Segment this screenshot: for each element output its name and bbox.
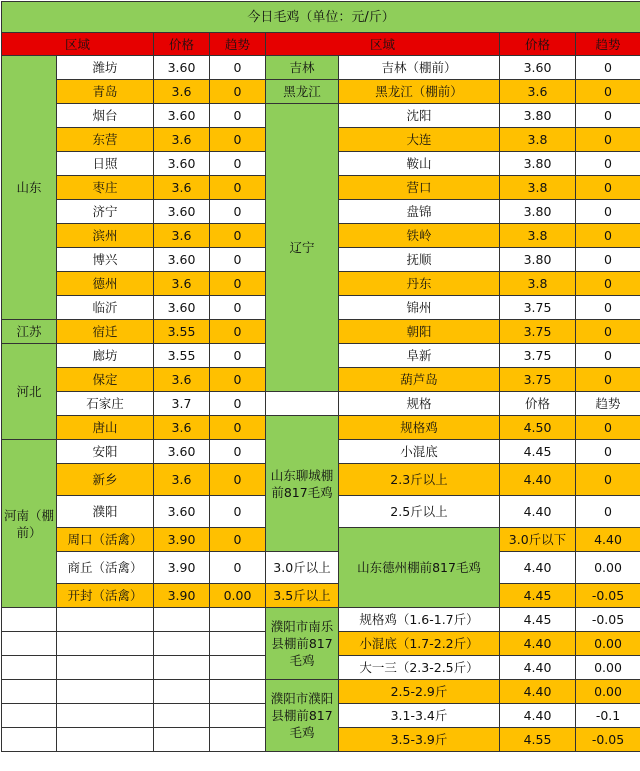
trend-cell: 0	[576, 176, 640, 200]
price-cell: 4.40	[500, 632, 576, 656]
spec-cell: 2.3斤以上	[339, 464, 500, 496]
spec-cell: 规格鸡（1.6-1.7斤）	[339, 608, 500, 632]
group-puyang: 濮阳市濮阳县棚前817毛鸡	[266, 680, 339, 752]
spec-cell: 规格鸡	[339, 416, 500, 440]
header-trend-left: 趋势	[210, 33, 266, 56]
trend-cell: 0	[210, 56, 266, 80]
price-cell: 4.55	[500, 728, 576, 752]
empty-cell	[154, 656, 210, 680]
price-cell: 3.75	[500, 344, 576, 368]
price-cell: 3.75	[500, 320, 576, 344]
empty-cell	[154, 608, 210, 632]
spec-cell: 3.5斤以上	[266, 584, 339, 608]
city-cell: 吉林（棚前）	[339, 56, 500, 80]
price-cell: 3.55	[154, 344, 210, 368]
city-cell: 博兴	[57, 248, 154, 272]
city-cell: 鞍山	[339, 152, 500, 176]
trend-cell: 0	[576, 320, 640, 344]
trend-cell: 0.00	[210, 584, 266, 608]
price-cell: 4.40	[500, 496, 576, 528]
trend-cell: 0	[210, 392, 266, 416]
trend-cell: 0	[576, 128, 640, 152]
empty-cell	[210, 704, 266, 728]
trend-cell: 0	[576, 272, 640, 296]
city-cell: 铁岭	[339, 224, 500, 248]
city-cell: 石家庄	[57, 392, 154, 416]
trend-cell: 0	[210, 104, 266, 128]
price-cell: 3.60	[154, 496, 210, 528]
price-cell: 3.55	[154, 320, 210, 344]
trend-cell: 0	[210, 200, 266, 224]
trend-cell: 0	[576, 496, 640, 528]
city-cell: 黑龙江（棚前）	[339, 80, 500, 104]
trend-cell: 0	[210, 528, 266, 552]
price-cell: 3.6	[154, 464, 210, 496]
city-cell: 济宁	[57, 200, 154, 224]
trend-cell: 0.00	[576, 680, 640, 704]
trend-cell: 0	[576, 344, 640, 368]
price-cell: 3.60	[154, 104, 210, 128]
trend-cell: 0	[576, 56, 640, 80]
price-cell: 3.60	[154, 152, 210, 176]
city-cell: 枣庄	[57, 176, 154, 200]
trend-cell: 0	[210, 296, 266, 320]
empty-cell	[2, 632, 57, 656]
spec-cell: 3.1-3.4斤	[339, 704, 500, 728]
price-cell: 3.6	[154, 272, 210, 296]
price-cell: 3.80	[500, 152, 576, 176]
price-cell: 4.45	[500, 440, 576, 464]
price-cell: 4.45	[500, 584, 576, 608]
price-cell: 4.40	[500, 656, 576, 680]
price-cell: 3.60	[500, 56, 576, 80]
trend-cell: 0.00	[576, 552, 640, 584]
price-cell: 3.8	[500, 128, 576, 152]
price-cell: 4.45	[500, 608, 576, 632]
trend-cell: 0	[576, 416, 640, 440]
price-cell: 3.8	[500, 272, 576, 296]
trend-cell: -0.05	[576, 584, 640, 608]
empty-cell	[57, 704, 154, 728]
table-row	[2, 80, 640, 104]
header-region-left: 区域	[2, 33, 154, 56]
group-dezhou: 山东德州棚前817毛鸡	[339, 528, 500, 608]
price-cell: 3.60	[154, 200, 210, 224]
trend-cell: 0	[210, 368, 266, 392]
table-row	[2, 104, 640, 128]
price-cell: 3.6	[154, 224, 210, 248]
table-row	[2, 56, 640, 80]
empty-cell	[210, 632, 266, 656]
header-price-right: 价格	[500, 33, 576, 56]
price-cell: 3.90	[154, 584, 210, 608]
city-cell: 锦州	[339, 296, 500, 320]
trend-cell: 0	[576, 296, 640, 320]
city-cell: 青岛	[57, 80, 154, 104]
trend-cell: 0	[210, 416, 266, 440]
empty-cell	[2, 728, 57, 752]
header-spec-price: 价格	[500, 392, 576, 416]
empty-cell	[2, 656, 57, 680]
spec-cell: 2.5-2.9斤	[339, 680, 500, 704]
city-cell: 开封（活禽）	[57, 584, 154, 608]
price-cell: 3.6	[154, 128, 210, 152]
trend-cell: 0	[210, 320, 266, 344]
header-region-right: 区域	[266, 33, 500, 56]
group-liaocheng: 山东聊城棚前817毛鸡	[266, 416, 339, 552]
group-hebei: 河北	[2, 344, 57, 440]
empty-cell	[154, 680, 210, 704]
spec-header-blank	[266, 392, 339, 416]
trend-cell: 0	[210, 464, 266, 496]
spec-cell: 3.0斤以上	[266, 552, 339, 584]
city-cell: 抚顺	[339, 248, 500, 272]
group-nanle: 濮阳市南乐县棚前817毛鸡	[266, 608, 339, 680]
table-row	[2, 608, 640, 632]
price-cell: 3.60	[154, 56, 210, 80]
price-cell: 3.80	[500, 200, 576, 224]
trend-cell: -0.1	[576, 704, 640, 728]
price-cell: 4.40	[500, 704, 576, 728]
group-shandong: 山东	[2, 56, 57, 320]
trend-cell: 0	[576, 200, 640, 224]
empty-cell	[57, 656, 154, 680]
city-cell: 葫芦岛	[339, 368, 500, 392]
price-cell: 4.40	[500, 680, 576, 704]
city-cell: 盘锦	[339, 200, 500, 224]
trend-cell: 0	[576, 440, 640, 464]
city-cell: 潍坊	[57, 56, 154, 80]
trend-cell: 0	[210, 224, 266, 248]
city-cell: 沈阳	[339, 104, 500, 128]
header-spec: 规格	[339, 392, 500, 416]
trend-cell: -0.05	[576, 728, 640, 752]
price-cell: 3.75	[500, 368, 576, 392]
table-row	[2, 416, 640, 440]
price-cell: 3.6	[500, 80, 576, 104]
spec-cell: 小混底（1.7-2.2斤）	[339, 632, 500, 656]
price-cell: 4.50	[500, 416, 576, 440]
trend-cell: 0	[576, 104, 640, 128]
city-cell: 德州	[57, 272, 154, 296]
group-jiangsu: 江苏	[2, 320, 57, 344]
empty-cell	[57, 728, 154, 752]
empty-cell	[57, 680, 154, 704]
city-cell: 日照	[57, 152, 154, 176]
table-row	[2, 680, 640, 704]
trend-cell: 0	[576, 368, 640, 392]
price-cell: 4.40	[500, 552, 576, 584]
table-row	[2, 392, 640, 416]
city-cell: 朝阳	[339, 320, 500, 344]
trend-cell: 0	[576, 152, 640, 176]
trend-cell: 0	[210, 344, 266, 368]
trend-cell: 0	[210, 552, 266, 584]
trend-cell: 0	[210, 80, 266, 104]
price-cell: 4.40	[500, 464, 576, 496]
spec-cell: 3.5-3.9斤	[339, 728, 500, 752]
price-cell: 3.60	[154, 248, 210, 272]
price-cell: 3.8	[500, 224, 576, 248]
city-cell: 宿迁	[57, 320, 154, 344]
price-cell: 3.90	[154, 552, 210, 584]
trend-cell: 0	[576, 248, 640, 272]
city-cell: 周口（活禽）	[57, 528, 154, 552]
empty-cell	[210, 680, 266, 704]
header-trend-right: 趋势	[576, 33, 640, 56]
empty-cell	[57, 632, 154, 656]
table-row	[2, 552, 640, 584]
empty-cell	[154, 632, 210, 656]
city-cell: 唐山	[57, 416, 154, 440]
group-heilongjiang: 黑龙江	[266, 80, 339, 104]
city-cell: 大连	[339, 128, 500, 152]
empty-cell	[2, 608, 57, 632]
group-jilin: 吉林	[266, 56, 339, 80]
empty-cell	[57, 608, 154, 632]
price-cell: 3.6	[154, 368, 210, 392]
trend-cell: 0	[576, 80, 640, 104]
price-cell: 3.8	[500, 176, 576, 200]
trend-cell: 0	[210, 128, 266, 152]
city-cell: 濮阳	[57, 496, 154, 528]
city-cell: 新乡	[57, 464, 154, 496]
city-cell: 商丘（活禽）	[57, 552, 154, 584]
city-cell: 阜新	[339, 344, 500, 368]
empty-cell	[210, 608, 266, 632]
empty-cell	[154, 704, 210, 728]
table-title: 今日毛鸡（单位：元/斤）	[2, 2, 640, 33]
empty-cell	[210, 728, 266, 752]
trend-cell: 0	[210, 440, 266, 464]
city-cell: 安阳	[57, 440, 154, 464]
trend-cell: 0.00	[576, 656, 640, 680]
price-cell: 3.6	[154, 176, 210, 200]
spec-cell: 3.0斤以下	[500, 528, 576, 552]
trend-cell: 0	[576, 224, 640, 248]
empty-cell	[2, 680, 57, 704]
trend-cell: 0	[576, 464, 640, 496]
group-henan: 河南（棚前）	[2, 440, 57, 608]
price-cell: 3.80	[500, 104, 576, 128]
empty-cell	[210, 656, 266, 680]
city-cell: 临沂	[57, 296, 154, 320]
header-spec-trend: 趋势	[576, 392, 640, 416]
city-cell: 烟台	[57, 104, 154, 128]
header-row	[2, 33, 640, 56]
trend-cell: 0.00	[576, 632, 640, 656]
trend-cell: 0	[210, 496, 266, 528]
price-cell: 4.40	[576, 528, 640, 552]
group-liaoning: 辽宁	[266, 104, 339, 392]
trend-cell: 0	[210, 176, 266, 200]
city-cell: 保定	[57, 368, 154, 392]
price-table	[1, 1, 640, 752]
price-cell: 3.90	[154, 528, 210, 552]
trend-cell: -0.05	[576, 608, 640, 632]
table-row	[2, 584, 640, 608]
price-cell: 3.80	[500, 248, 576, 272]
price-cell: 3.60	[154, 440, 210, 464]
price-cell: 3.6	[154, 416, 210, 440]
price-cell: 3.6	[154, 80, 210, 104]
trend-cell: 0	[210, 272, 266, 296]
empty-cell	[2, 704, 57, 728]
city-cell: 营口	[339, 176, 500, 200]
city-cell: 滨州	[57, 224, 154, 248]
city-cell: 东营	[57, 128, 154, 152]
trend-cell: 0	[210, 152, 266, 176]
price-cell: 3.60	[154, 296, 210, 320]
city-cell: 廊坊	[57, 344, 154, 368]
price-cell: 3.7	[154, 392, 210, 416]
spec-cell: 大一三（2.3-2.5斤）	[339, 656, 500, 680]
city-cell: 丹东	[339, 272, 500, 296]
spec-cell: 2.5斤以上	[339, 496, 500, 528]
empty-cell	[154, 728, 210, 752]
trend-cell: 0	[210, 248, 266, 272]
title-row	[2, 2, 640, 33]
price-cell: 3.75	[500, 296, 576, 320]
header-price-left: 价格	[154, 33, 210, 56]
spec-cell: 小混底	[339, 440, 500, 464]
